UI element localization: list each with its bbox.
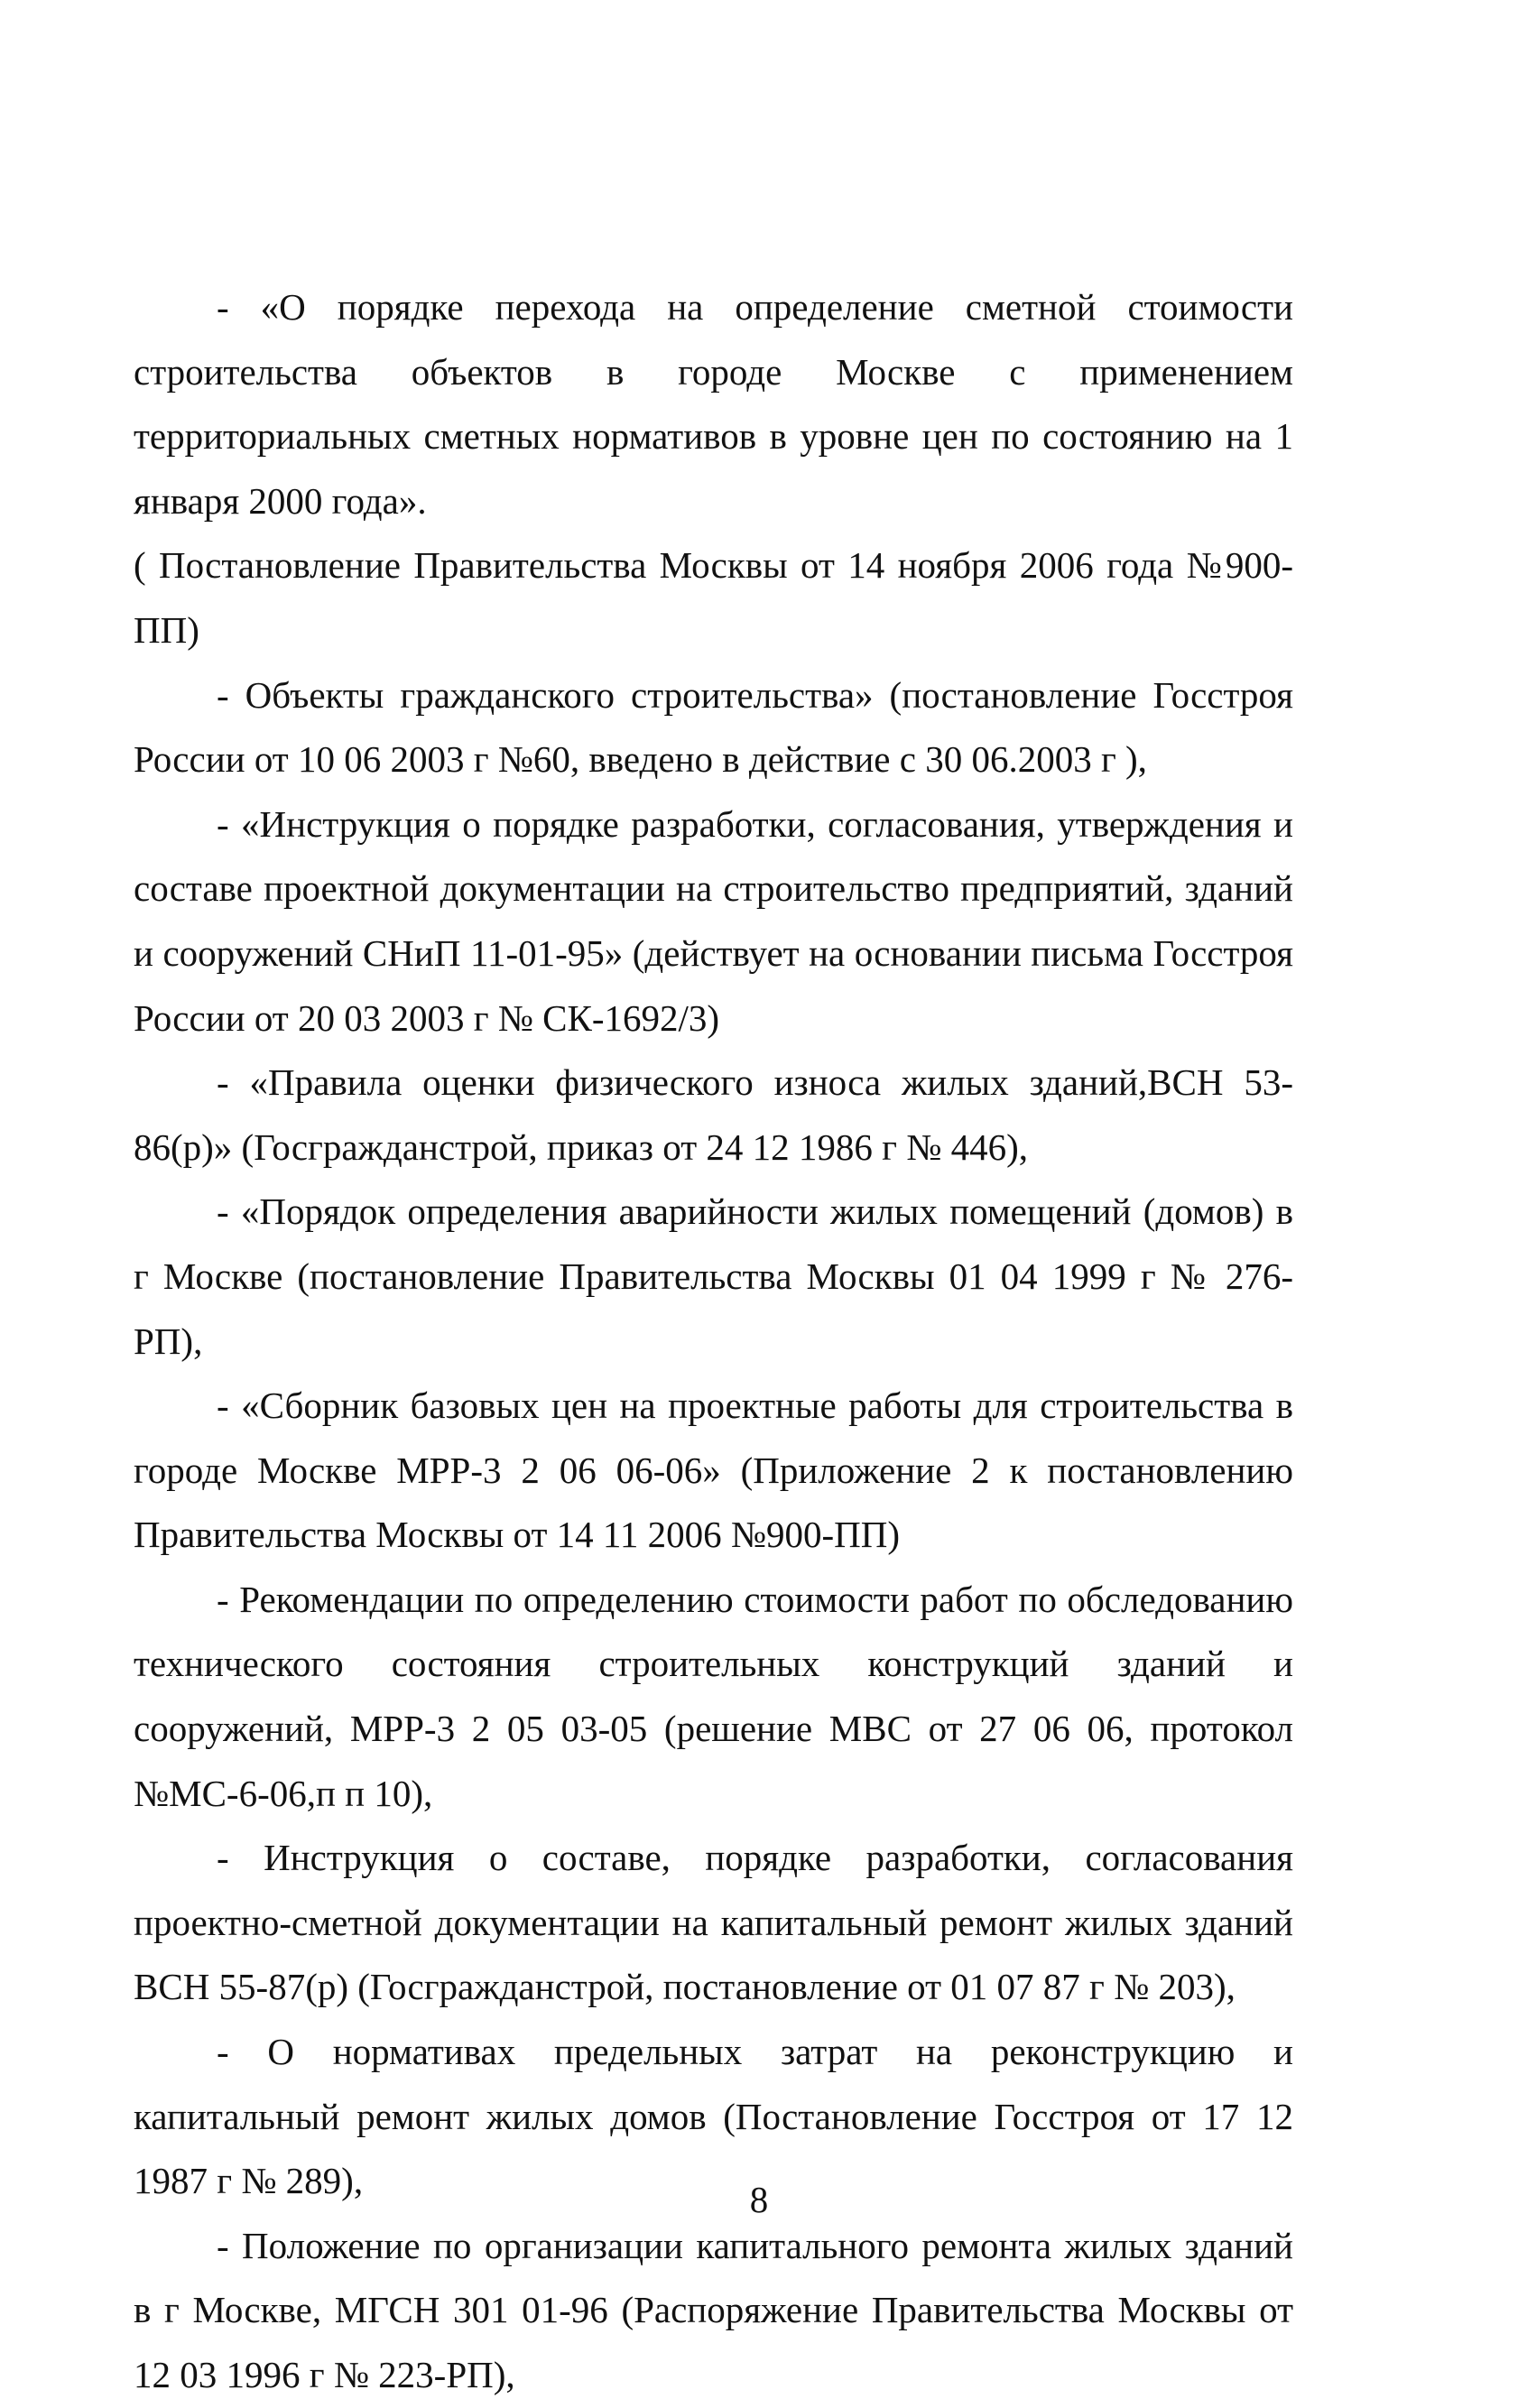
paragraph-capital-repair-regulation: - Положение по организации капитального ремонта жилых зданий в г Москве, МГСН 301 01-96 (Распоряжение Правительства Москвы от 12 03 1996 г № 223-РП), [134,2224,1293,2395]
paragraph-physical-wear-rules: - «Правила оценки физического износа жилых зданий,ВСН 53-86(р)» (Госгражданстрой, приказ от 24 12 1986 г № 446), [134,1061,1293,1168]
paragraph-design-documentation-instruction: - «Инструкция о порядке разработки, согласования, утверждения и составе проектной документации на строительство предприятий, зданий и сооружений СНиП 11-01-95» (действует на основании письма Госстроя России от 20 03 2003 г № СК-1692/3) [134,802,1293,1039]
paragraph-emergency-housing-procedure: - «Порядок определения аварийности жилых помещений (домов) в г Москве (постановление Правительства Москвы 01 04 1999 г № 276-РП), [134,1190,1293,1362]
paragraph-capital-repair-instruction: - Инструкция о составе, порядке разработки, согласования проектно-сметной документации на капитальный ремонт жилых зданий ВСН 55-87(р) (Госгражданстрой, постановление от 01 07 87 г № 203), [134,1837,1293,2008]
paragraph-inspection-cost-recommendations: - Рекомендации по определению стоимости работ по обследованию технического состояния строительных конструкций зданий и сооружений, МРР-3 2 05 03-05 (решение МВС от 27 06 06, протокол №МС-6-06,п п 10), [134,1578,1293,1814]
page-number: 8 [749,2179,769,2220]
document-body [134,275,1293,2408]
paragraph-civil-construction: - Объекты гражданского строительства» (постановление Госстроя России от 10 06 2003 г №60, введено в действие с 30 06.2003 г ), [134,673,1293,781]
paragraph-moscow-resolution-900: ( Постановление Правительства Москвы от 14 ноября 2006 года №900-ПП) [134,544,1293,651]
paragraph-base-prices-collection: - «Сборник базовых цен на проектные работы для строительства в городе Москве МРР-3 2 06 06-06» (Приложение 2 к постановлению Правительства Москвы от 14 11 2006 №900-ПП) [134,1385,1293,1556]
paragraph-cost-limit-standards: - О нормативах предельных затрат на реконструкцию и капитальный ремонт жилых домов (Постановление Госстроя от 17 12 1987 г № 289), [134,2031,1293,2202]
paragraph-transition-order: - «О порядке перехода на определение сметной стоимости строительства объектов в городе Москве с применением территориальных сметных нормативов в уровне цен по состоянию на 1 января 2000 года». [134,286,1293,522]
